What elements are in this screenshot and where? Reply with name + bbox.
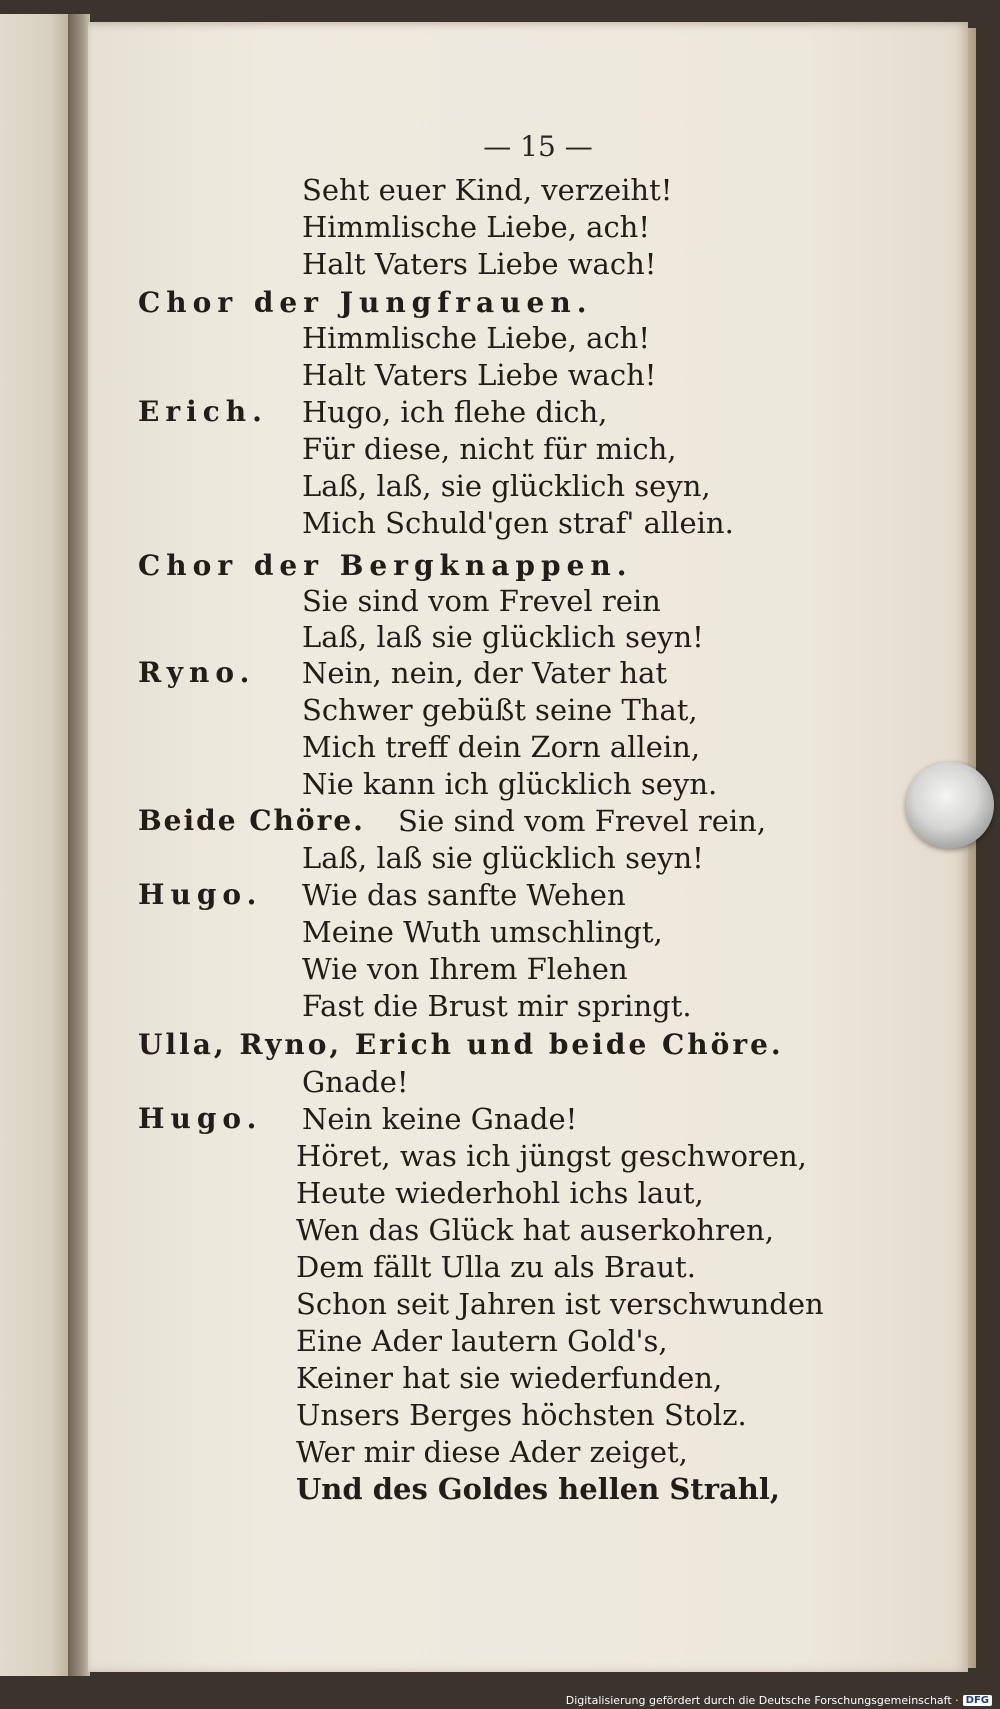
text-line: Für diese, nicht für mich, xyxy=(302,432,677,466)
text-line: Und des Goldes hellen Strahl, xyxy=(296,1472,780,1506)
text-line: Eine Ader lautern Gold's, xyxy=(296,1324,668,1358)
text-line: Laß, laß sie glücklich seyn! xyxy=(302,841,704,875)
text-line: Nein keine Gnade! xyxy=(302,1102,578,1136)
speaker-label: Erich. xyxy=(138,395,268,428)
text-line: Hugo, ich flehe dich, xyxy=(302,395,608,429)
text-line: Laß, laß sie glücklich seyn! xyxy=(302,620,704,654)
speaker-label: Ulla, Ryno, Erich und beide Chöre. xyxy=(138,1028,784,1061)
book-page xyxy=(88,22,968,1672)
text-line: Nein, nein, der Vater hat xyxy=(302,656,668,690)
text-line: Wie das sanfte Wehen xyxy=(302,878,626,912)
credit-text: Digitalisierung gefördert durch die Deutsche Forschungsgemeinschaft · xyxy=(565,1694,959,1707)
text-line: Höret, was ich jüngst geschworen, xyxy=(296,1139,807,1173)
speaker-label: Chor der Bergknappen. xyxy=(138,549,633,582)
text-line: Unsers Berges höchsten Stolz. xyxy=(296,1398,747,1432)
text-line: Fast die Brust mir springt. xyxy=(302,989,692,1023)
text-line: Mich treff dein Zorn allein, xyxy=(302,730,701,764)
book-gutter xyxy=(68,14,90,1676)
text-line: Sie sind vom Frevel rein xyxy=(302,584,661,618)
text-line: Sie sind vom Frevel rein, xyxy=(398,804,767,838)
text-line: Heute wiederhohl ichs laut, xyxy=(296,1176,704,1210)
speaker-label: Ryno. xyxy=(138,656,256,689)
text-line: Himmlische Liebe, ach! xyxy=(302,210,651,244)
text-line: Himmlische Liebe, ach! xyxy=(302,321,651,355)
text-line: Laß, laß, sie glücklich seyn, xyxy=(302,469,711,503)
digitization-credit xyxy=(566,1694,992,1707)
text-line: Mich Schuld'gen straf' allein. xyxy=(302,506,734,540)
speaker-label: Beide Chöre. xyxy=(138,804,365,837)
speaker-label: Hugo. xyxy=(138,878,263,911)
text-line: Halt Vaters Liebe wach! xyxy=(302,358,657,392)
page-number: — 15 — xyxy=(483,130,593,163)
speaker-label: Chor der Jungfrauen. xyxy=(138,286,593,319)
text-line: Wie von Ihrem Flehen xyxy=(302,952,628,986)
text-line: Dem fällt Ulla zu als Braut. xyxy=(296,1250,696,1284)
speaker-label: Hugo. xyxy=(138,1102,263,1135)
text-line: Schwer gebüßt seine That, xyxy=(302,693,698,727)
paper-clip xyxy=(906,762,994,848)
dfg-logo: DFG xyxy=(963,1695,992,1706)
text-line: Gnade! xyxy=(302,1065,409,1099)
text-line: Wer mir diese Ader zeiget, xyxy=(296,1435,688,1469)
text-line: Halt Vaters Liebe wach! xyxy=(302,247,657,281)
text-line: Nie kann ich glücklich seyn. xyxy=(302,767,718,801)
text-line: Meine Wuth umschlingt, xyxy=(302,915,663,949)
text-line: Wen das Glück hat auserkohren, xyxy=(296,1213,774,1247)
text-line: Keiner hat sie wiederfunden, xyxy=(296,1361,723,1395)
left-page-edge xyxy=(0,14,72,1676)
text-line: Seht euer Kind, verzeiht! xyxy=(302,173,673,207)
text-line: Schon seit Jahren ist verschwunden xyxy=(296,1287,824,1321)
